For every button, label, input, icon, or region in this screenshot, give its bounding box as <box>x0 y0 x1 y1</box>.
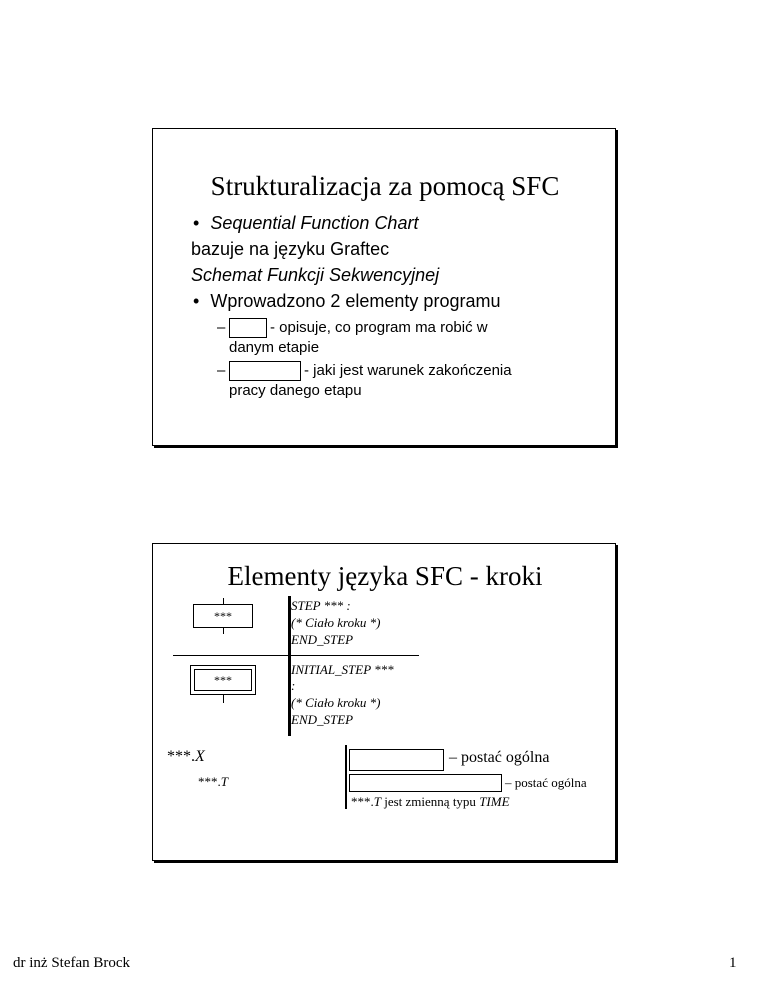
time-note <box>351 794 510 810</box>
footer-author: dr inż Stefan Brock <box>13 955 131 971</box>
code-initial-line-4: END_STEP <box>291 712 354 727</box>
slide-1-title: Strukturalizacja za pomocą SFC <box>210 171 560 201</box>
time-note-prefix: ***. <box>351 794 374 809</box>
sub-1-text-a: - opisuje, co program ma robić w <box>270 319 488 336</box>
slide-2-title: Elementy języka SFC - kroki <box>227 561 543 591</box>
sub-dash-1: – <box>217 319 226 336</box>
code-initial-line-1: INITIAL_STEP *** <box>291 662 394 677</box>
time-note-type: TIME <box>479 794 510 809</box>
x-general-form-box <box>349 749 444 771</box>
x-variable-suffix: X <box>195 748 205 765</box>
code-step-line-1: STEP *** : <box>291 598 351 613</box>
t-variable-suffix: T <box>220 774 228 789</box>
slide-1 <box>152 128 616 446</box>
sub-2-text-b: pracy danego etapu <box>229 382 362 399</box>
general-form-label-2: – postać ogólna <box>505 775 587 790</box>
initial-step-connector <box>223 695 224 703</box>
sub-1-text-b: danym etapie <box>229 339 320 356</box>
general-form-separator <box>345 745 347 809</box>
bullet-text: Sequential Function Chart <box>210 213 419 233</box>
slide-2 <box>152 543 616 861</box>
step-box <box>193 604 253 628</box>
line-graftec: bazuje na języku Graftec <box>191 239 390 259</box>
bullet-text: Wprowadzono 2 elementy programu <box>210 291 501 311</box>
sub-2-text-a: - jaki jest warunek zakończenia <box>304 362 512 379</box>
transition-placeholder-box <box>229 361 301 381</box>
footer-page-number: 1 <box>729 955 737 971</box>
bullet-sequential-function-chart <box>193 213 418 234</box>
sub-dash-2: – <box>217 362 226 379</box>
code-initial-line-2: : <box>291 678 296 693</box>
initial-step-inner-box <box>194 669 252 691</box>
bullet-symbol: • <box>193 213 200 233</box>
code-step-line-3: END_STEP <box>291 632 354 647</box>
time-note-var: T <box>373 794 381 809</box>
step-box-connector-top <box>223 598 224 604</box>
t-variable <box>198 774 228 790</box>
code-step-line-2: (* Ciało kroku *) <box>291 615 381 630</box>
code-horizontal-separator <box>173 655 419 656</box>
bullet-elements <box>193 291 500 312</box>
initial-step-box <box>190 665 256 695</box>
line-schemat: Schemat Funkcji Sekwencyjnej <box>191 265 440 285</box>
x-variable <box>167 748 205 766</box>
t-general-form-box <box>349 774 502 792</box>
x-variable-prefix: ***. <box>167 748 195 765</box>
code-initial-line-3: (* Ciało kroku *) <box>291 695 381 710</box>
step-box-label: *** <box>214 608 232 623</box>
step-placeholder-box <box>229 318 267 338</box>
t-variable-prefix: ***. <box>198 774 221 789</box>
time-note-mid: jest zmienną typu <box>380 794 480 809</box>
bullet-symbol: • <box>193 291 200 311</box>
step-box-connector-bottom <box>223 628 224 634</box>
initial-step-label: *** <box>214 672 232 687</box>
general-form-label-1: – postać ogólna <box>449 749 550 766</box>
